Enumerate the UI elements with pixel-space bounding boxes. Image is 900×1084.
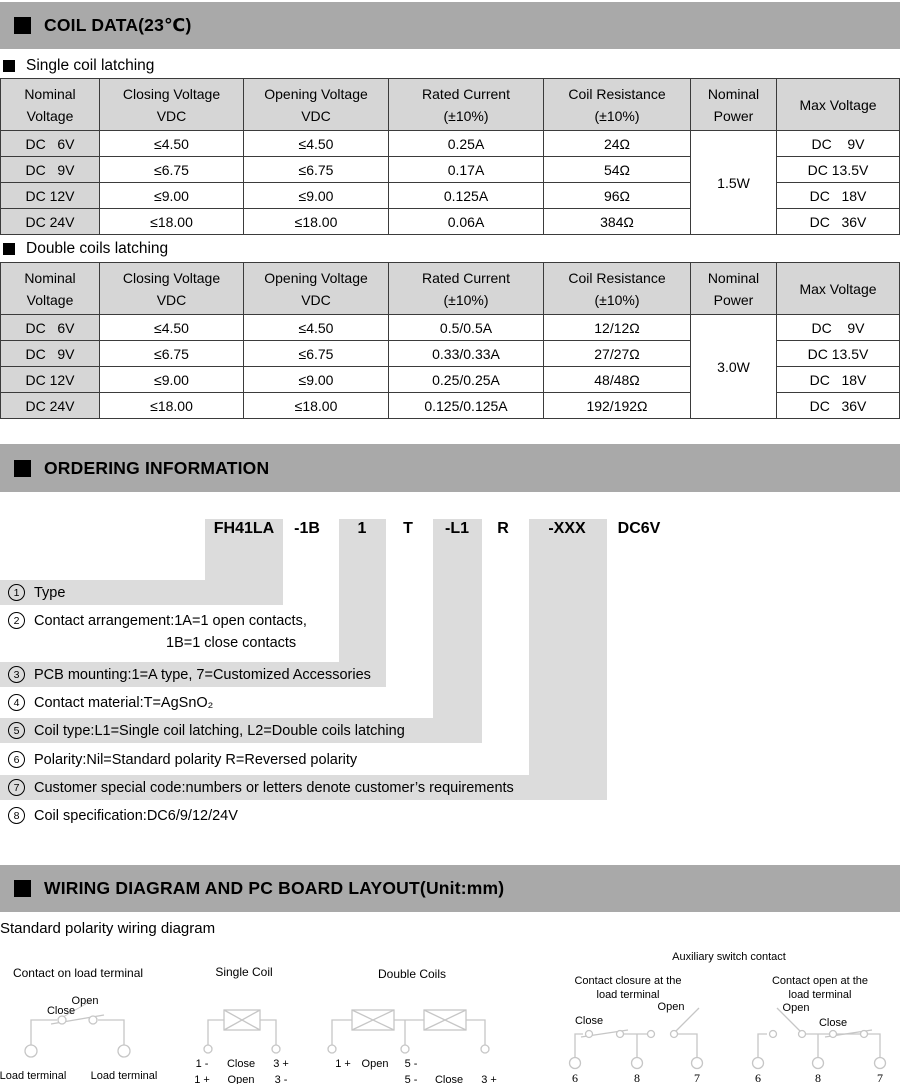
step-text: Type [34,584,66,601]
d2-terminal-label: 1 - [195,1058,209,1070]
step-text: Polarity:Nil=Standard polarity R=Reversed polarity [34,751,358,768]
single-coil-table [0,78,900,235]
ordering-step-1 [0,580,283,605]
d4-title-line2: load terminal [596,989,660,1001]
max-voltage-cell: DC 36V [777,393,900,419]
section-header-ordering [0,444,900,492]
d2-terminal-label: 3 - [274,1074,288,1084]
column-header: Closing Voltage VDC [100,79,244,131]
column-header: Nominal Voltage [1,79,100,131]
circled-number: 2 [8,612,25,629]
cell: ≤18.00 [244,393,389,419]
step-text: Contact material:T=AgSnO₂ [34,694,214,711]
cell: 192/192Ω [544,393,691,419]
cell: 0.06A [389,209,544,235]
cell: ≤4.50 [100,315,244,341]
step-text: Coil type:L1=Single coil latching, L2=Double coils latching [34,722,405,739]
nominal-voltage-cell: DC 9V [1,341,100,367]
max-voltage-cell: DC 9V [777,131,900,157]
ordering-step-2-line2: 1B=1 close contacts [166,635,297,651]
section-title: ORDERING INFORMATION [44,457,270,478]
d4-terminal-6: 6 [572,1071,578,1084]
cell: 0.25/0.25A [389,367,544,393]
circled-number: 8 [8,807,25,824]
column-header: Coil Resistance (±10%) [544,263,691,315]
d2-terminal-label: 1 + [194,1074,210,1084]
step-text: PCB mounting:1=A type, 7=Customized Accessories [34,666,371,683]
code-column-special-code [529,519,607,800]
ordering-step-4 [0,690,213,715]
column-header: Coil Resistance (±10%) [544,79,691,131]
d4-open-label: Open [657,1001,685,1013]
cell: 96Ω [544,183,691,209]
d1-load-terminal-right: Load terminal [90,1070,158,1082]
nominal-voltage-cell: DC 24V [1,393,100,419]
column-header: Rated Current (±10%) [389,79,544,131]
table-row [1,131,900,157]
nominal-power-cell: 1.5W [691,131,777,235]
cell: ≤4.50 [100,131,244,157]
code-segment-voltage: DC6V [617,520,661,537]
cell: ≤9.00 [100,367,244,393]
circled-number: 4 [8,694,25,711]
d2-terminal-label: 3 + [273,1058,289,1070]
d1-open-label: Open [71,995,99,1007]
subhead-label: Double coils latching [26,240,169,257]
column-header: Max Voltage [777,263,900,315]
cell: ≤18.00 [100,393,244,419]
cell: ≤6.75 [100,157,244,183]
d5-title-line2: load terminal [788,989,852,1001]
step-text: Contact arrangement:1A=1 open contacts, [34,612,307,629]
cell: ≤6.75 [244,157,389,183]
cell: ≤9.00 [244,367,389,393]
nominal-voltage-cell: DC 6V [1,131,100,157]
ordering-step-6 [0,747,357,772]
nominal-voltage-cell: DC 24V [1,209,100,235]
d5-terminal-8: 8 [815,1071,821,1084]
code-segment-material: T [403,520,413,537]
double-coils-table [0,262,900,419]
wiring-diagrams [0,945,900,1084]
subhead-label: Single coil latching [26,57,155,74]
max-voltage-cell: DC 9V [777,315,900,341]
d4-title-line1: Contact closure at the [574,975,682,987]
black-square-icon [14,460,31,477]
d3-terminal-label: 3 + [481,1074,497,1084]
nominal-voltage-cell: DC 6V [1,315,100,341]
cell: 27/27Ω [544,341,691,367]
cell: ≤9.00 [244,183,389,209]
black-square-icon [3,60,15,72]
ordering-step-5 [0,718,482,743]
max-voltage-cell: DC 13.5V [777,157,900,183]
column-header: Opening Voltage VDC [244,263,389,315]
d3-open-label: Open [361,1058,389,1070]
ordering-step-3 [0,662,386,687]
code-segment-type: FH41LA [213,520,275,537]
nominal-voltage-cell: DC 12V [1,183,100,209]
cell: 0.25A [389,131,544,157]
d5-close-label: Close [818,1017,848,1029]
d1-close-label: Close [46,1005,76,1017]
nominal-voltage-cell: DC 9V [1,157,100,183]
d1-title: Contact on load terminal [12,966,144,980]
d5-terminal-6: 6 [755,1071,761,1084]
column-header: Closing Voltage VDC [100,263,244,315]
cell: ≤4.50 [244,315,389,341]
d3-close-label: Close [434,1074,464,1084]
ordering-step-2 [0,608,307,633]
d3-terminal-label: 1 + [335,1058,351,1070]
column-header: Rated Current (±10%) [389,263,544,315]
cell: 0.17A [389,157,544,183]
max-voltage-cell: DC 13.5V [777,341,900,367]
code-segment-arrangement: -1B [294,520,320,537]
cell: ≤4.50 [244,131,389,157]
d1-load-terminal-left: Load terminal [0,1070,67,1082]
d2-title: Single Coil [215,965,273,979]
max-voltage-cell: DC 36V [777,209,900,235]
circled-number: 3 [8,666,25,683]
d5-open-label: Open [782,1002,810,1014]
nominal-power-cell: 3.0W [691,315,777,419]
code-segment-coil-type: -L1 [445,520,469,537]
step-text: Customer special code:numbers or letters denote customer’s requirements [34,779,514,796]
column-header: Opening Voltage VDC [244,79,389,131]
cell: ≤18.00 [244,209,389,235]
column-header: Nominal Voltage [1,263,100,315]
cell: 0.5/0.5A [389,315,544,341]
cell: 48/48Ω [544,367,691,393]
black-square-icon [3,243,15,255]
wiring-subtitle: Standard polarity wiring diagram [0,920,216,937]
d3-terminal-label: 5 - [404,1058,418,1070]
d2-close-label: Close [226,1058,256,1070]
circled-number: 1 [8,584,25,601]
max-voltage-cell: DC 18V [777,367,900,393]
section-title: WIRING DIAGRAM AND PC BOARD LAYOUT(Unit:mm) [44,878,505,898]
section-title: COIL DATA(23℃) [44,15,192,35]
d4-terminal-8: 8 [634,1071,640,1084]
d2-open-label: Open [227,1074,255,1084]
code-segment-special: -XXX [548,520,586,537]
cell: 12/12Ω [544,315,691,341]
column-header: Nominal Power [691,263,777,315]
black-square-icon [14,880,31,897]
subhead-double-coils [3,240,168,258]
max-voltage-cell: DC 18V [777,183,900,209]
cell: 54Ω [544,157,691,183]
cell: ≤6.75 [244,341,389,367]
code-segment-polarity: R [497,520,509,537]
section-header-coil-data [0,2,900,49]
nominal-voltage-cell: DC 12V [1,367,100,393]
cell: 24Ω [544,131,691,157]
d3-terminal-label: 5 - [404,1074,418,1084]
circled-number: 7 [8,779,25,796]
cell: 0.125A [389,183,544,209]
code-column-coil-type [433,519,482,743]
cell: 0.33/0.33A [389,341,544,367]
d5-title-line1: Contact open at the [771,975,869,987]
column-header: Max Voltage [777,79,900,131]
step-text: Coil specification:DC6/9/12/24V [34,807,238,824]
cell: 0.125/0.125A [389,393,544,419]
subhead-single-coil [3,57,154,75]
cell: ≤18.00 [100,209,244,235]
table-row [1,315,900,341]
circled-number: 6 [8,751,25,768]
code-segment-mounting: 1 [357,520,367,537]
cell: ≤9.00 [100,183,244,209]
ordering-step-8 [0,803,238,828]
section-header-wiring [0,865,900,912]
column-header: Nominal Power [691,79,777,131]
d4-close-label: Close [574,1015,604,1027]
d3-title: Double Coils [377,967,447,981]
ordering-diagram [0,495,900,840]
black-square-icon [14,17,31,34]
cell: 384Ω [544,209,691,235]
aux-switch-title: Auxiliary switch contact [672,951,786,963]
ordering-step-7 [0,775,607,800]
cell: ≤6.75 [100,341,244,367]
d4-terminal-7: 7 [694,1071,700,1084]
circled-number: 5 [8,722,25,739]
d5-terminal-7: 7 [877,1071,883,1084]
